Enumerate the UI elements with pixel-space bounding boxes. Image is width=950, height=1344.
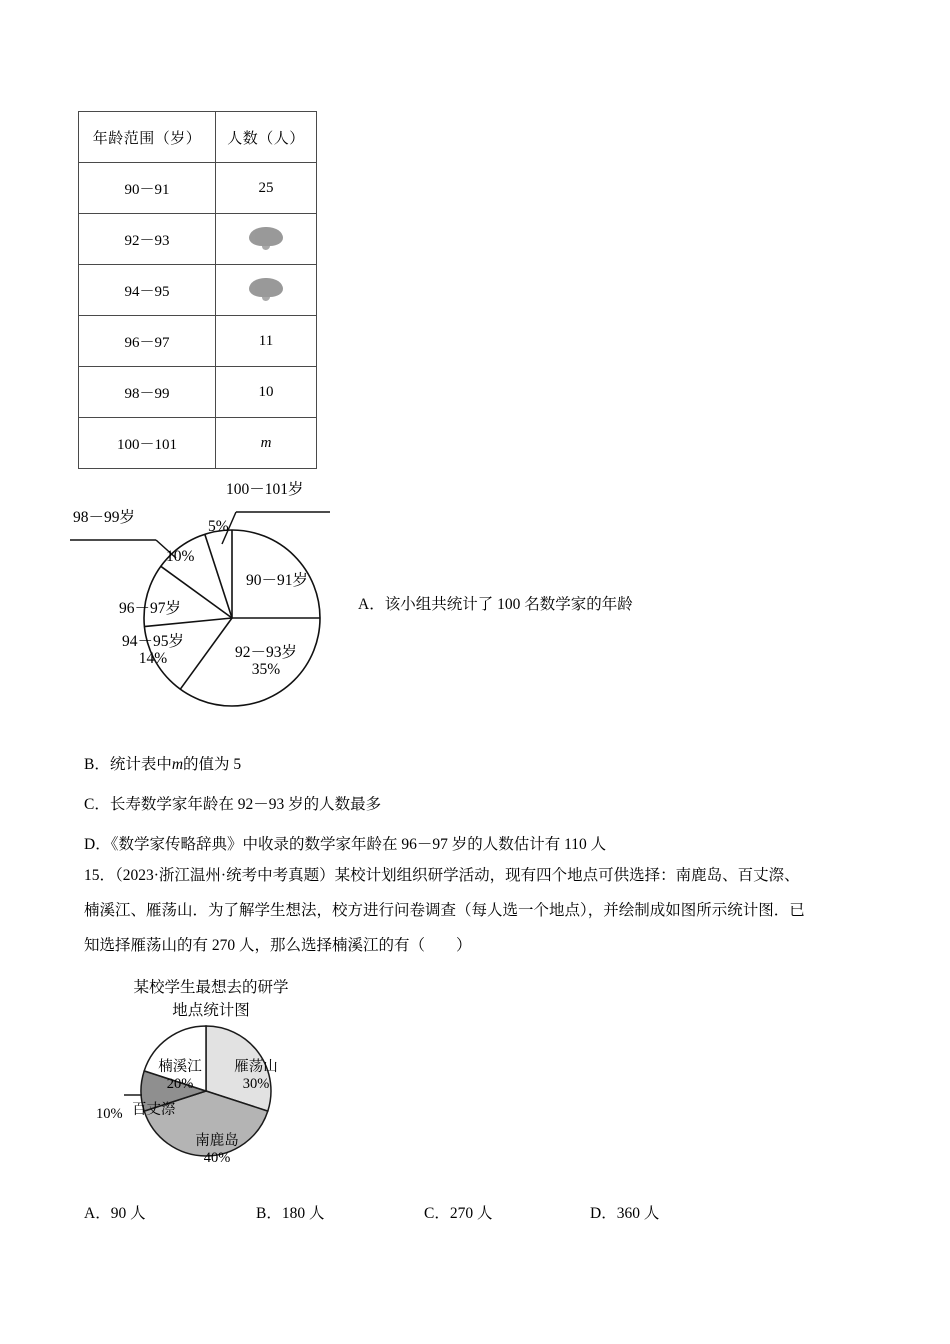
table-row xyxy=(79,367,317,418)
option-b-variable: m xyxy=(171,756,184,773)
table-cell-count-obscured xyxy=(216,265,317,316)
pie-label-90-91: 90－91岁 xyxy=(246,572,309,589)
table-cell-count: 25 xyxy=(216,163,317,214)
table-cell-count-obscured xyxy=(216,214,317,265)
pie2-percent-nanludao: 40% xyxy=(203,1149,231,1166)
age-pie-chart xyxy=(60,478,360,728)
ink-blot-icon xyxy=(249,227,283,246)
choice-c-q15[interactable]: C．270 人 xyxy=(424,1205,493,1222)
table-cell-range: 100－101 xyxy=(79,418,216,469)
question-15-line-3: 知选择雁荡山的有 270 人，那么选择楠溪江的有（ ） xyxy=(84,937,472,954)
table-row xyxy=(79,163,317,214)
option-b-suffix: 的值为 5 xyxy=(183,756,242,773)
option-c-q14: C．长寿数学家年龄在 92－93 岁的人数最多 xyxy=(84,796,382,813)
pie2-percent-yandangshan: 30% xyxy=(242,1075,270,1092)
option-a-q14: A．该小组共统计了 100 名数学家的年龄 xyxy=(358,596,633,613)
table-row xyxy=(79,418,317,469)
option-d-q14: D．《数学家传略辞典》中收录的数学家年龄在 96－97 岁的人数估计有 110 人 xyxy=(84,836,607,853)
pie-label-98-99: 98－99岁 xyxy=(73,509,136,526)
option-b-q14 xyxy=(84,752,241,774)
table-row xyxy=(79,214,317,265)
pie2-title xyxy=(96,976,326,1022)
table-header-count: 人数（人） xyxy=(216,112,317,163)
question-15 xyxy=(84,858,874,963)
pie2-label-yandangshan xyxy=(220,1059,292,1092)
table-header-row xyxy=(79,112,317,163)
table-cell-count: 10 xyxy=(216,367,317,418)
question-15-line-1: 15．（2023·浙江温州·统考中考真题）某校计划组织研学活动，现有四个地点可供选择：南鹿岛、百丈漈、 xyxy=(84,867,800,884)
pie-label-92-93 xyxy=(235,644,297,679)
option-b-prefix: B．统计表中 xyxy=(84,756,172,773)
table-cell-range: 94－95 xyxy=(79,265,216,316)
pie2-label-nanxijiang-text: 楠溪江 xyxy=(158,1059,202,1075)
pie-label-92-93-text: 92－93岁 xyxy=(235,644,298,661)
table-cell-range: 96－97 xyxy=(79,316,216,367)
choice-b-q15[interactable]: B．180 人 xyxy=(256,1205,325,1222)
pie2-title-line-2: 地点统计图 xyxy=(172,1002,250,1019)
pie-label-96-97: 96－97岁 xyxy=(119,600,182,617)
table-row xyxy=(79,316,317,367)
pie2-title-line-1: 某校学生最想去的研学 xyxy=(133,979,289,996)
pie-percent-35: 35% xyxy=(251,661,281,679)
table-cell-range: 90－91 xyxy=(79,163,216,214)
pie2-label-baizhangji: 百丈漈 xyxy=(132,1102,176,1118)
choice-a-q15[interactable]: A．90 人 xyxy=(84,1205,146,1222)
question-15-line-2: 楠溪江、雁荡山．为了解学生想法，校方进行问卷调查（每人选一个地点），并绘制成如图所示统计图．已 xyxy=(84,902,805,919)
pie2-label-nanxijiang xyxy=(144,1059,216,1092)
table-cell-range: 92－93 xyxy=(79,214,216,265)
pie-percent-14: 14% xyxy=(138,650,168,668)
pie-percent-5: 5% xyxy=(208,518,229,535)
pie2-percent-baizhangji: 10% xyxy=(96,1106,123,1122)
pie2-percent-nanxijiang: 20% xyxy=(166,1075,194,1092)
age-statistics-table xyxy=(78,111,317,469)
table-cell-count: m xyxy=(216,418,317,469)
table-row xyxy=(79,265,317,316)
pie-label-94-95-text: 94－95岁 xyxy=(122,633,185,650)
pie2-label-nanludao-text: 南鹿岛 xyxy=(195,1133,239,1149)
table-cell-count: 11 xyxy=(216,316,317,367)
choice-d-q15[interactable]: D．360 人 xyxy=(590,1205,660,1222)
table-cell-range: 98－99 xyxy=(79,367,216,418)
pie2-label-nanludao xyxy=(172,1133,262,1166)
research-spot-pie-chart xyxy=(96,976,356,1186)
pie-label-100-101: 100－101岁 xyxy=(226,481,304,498)
pie-label-94-95 xyxy=(122,633,184,668)
pie2-label-yandangshan-text: 雁荡山 xyxy=(234,1059,278,1075)
ink-blot-icon xyxy=(249,278,283,297)
pie-percent-10: 10% xyxy=(166,548,195,565)
table-header-range: 年龄范围（岁） xyxy=(79,112,216,163)
